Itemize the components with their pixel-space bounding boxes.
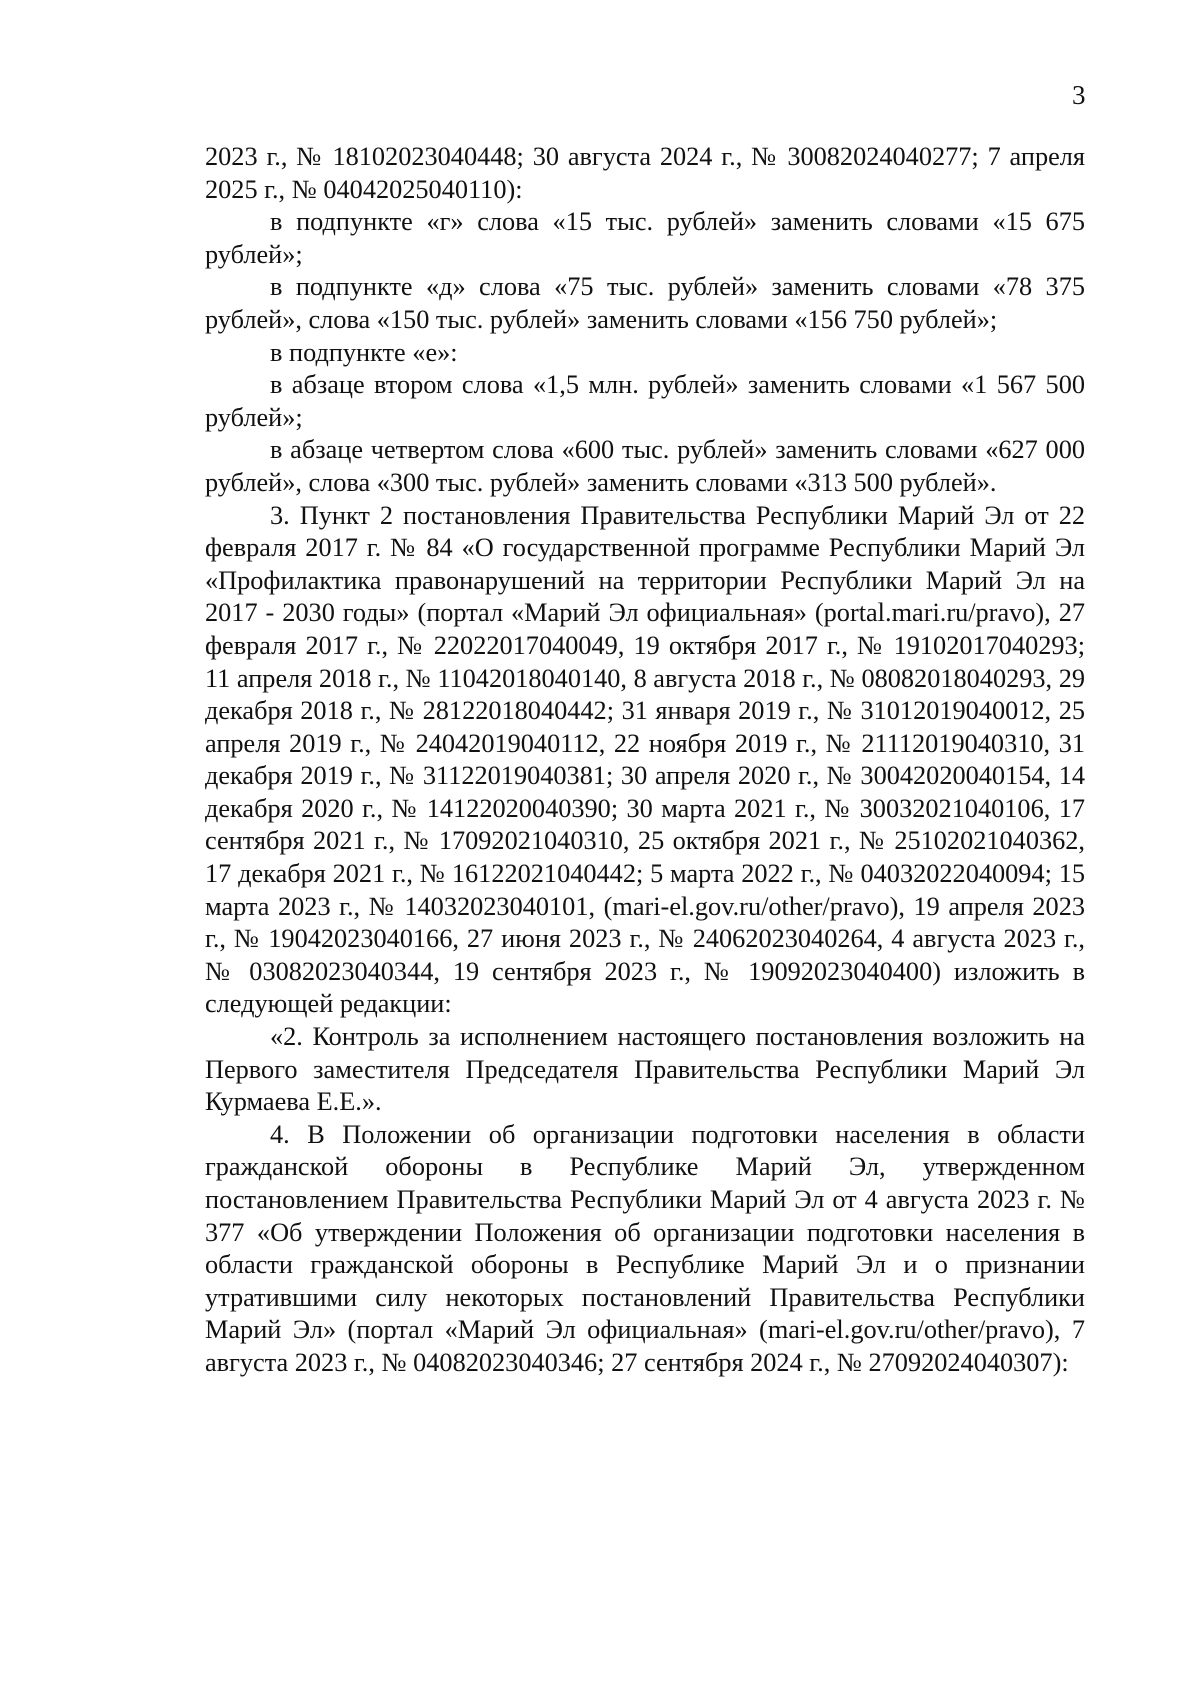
paragraph-second-abzac: в абзаце втором слова «1,5 млн. рублей» заменить словами «1 567 500 рублей»; (205, 370, 1085, 432)
paragraph-fourth-abzac: в абзаце четвертом слова «600 тыс. рублей» заменить словами «627 000 рублей», слова «300 тыс. рублей» заменить словами «313 500 рублей». (205, 435, 1085, 497)
paragraph-quoted-item-2: «2. Контроль за исполнением настоящего постановления возложить на Первого заместителя Председателя Правительства Республики Марий Эл Курмаева Е.Е.». (205, 1022, 1085, 1117)
paragraph-subitem-e: в подпункте «е»: (270, 337, 458, 367)
paragraph-subitem-g: в подпункте «г» слова «15 тыс. рублей» заменить словами «15 675 рублей»; (205, 207, 1085, 269)
paragraph-item-3: 3. Пункт 2 постановления Правительства Республики Марий Эл от 22 февраля 2017 г. № 84 «О государственной программе Республики Марий Эл «Профилактика правонарушений на территории Республики Марий Эл на 2017 - 2030 годы» (портал «Марий Эл официальная» (portal.mari.ru/pravo), 27 февраля 2017 г., № 22022017040049, 19 октября 2017 г., № 19102017040293; 11 апреля 2018 г., № 11042018040140, 8 августа 2018 г., № 08082018040293, 29 декабря 2018 г., № 28122018040442; 31 января 2019 г., № 31012019040012, 25 апреля 2019 г., № 24042019040112, 22 ноября 2019 г., № 21112019040310, 31 декабря 2019 г., № 31122019040381; 30 апреля 2020 г., № 30042020040154, 14 декабря 2020 г., № 14122020040390; 30 марта 2021 г., № 30032021040106, 17 сентября 2021 г., № 17092021040310, 25 октября 2021 г., № 25102021040362, 17 декабря 2021 г., № 16122021040442; 5 марта 2022 г., № 04032022040094; 15 марта 2023 г., № 14032023040101, (mari-el.gov.ru/other/pravo), 19 апреля 2023 г., № 19042023040166, 27 июня 2023 г., № 24062023040264, 4 августа 2023 г., № 03082023040344, 19 сентября 2023 г., № 19092023040400) изложить в следующей редакции: (205, 500, 1085, 1019)
paragraph-subitem-d: в подпункте «д» слова «75 тыс. рублей» заменить словами «78 375 рублей», слова «150 тыс. рублей» заменить словами «156 750 рублей»; (205, 272, 1085, 334)
paragraph-continuation: 2023 г., № 18102023040448; 30 августа 2024 г., № 30082024040277; 7 апреля 2025 г., № 04042025040110): (205, 142, 1085, 204)
document-body (205, 141, 1085, 1380)
paragraph-item-4: 4. В Положении об организации подготовки населения в области гражданской обороны в Республике Марий Эл, утвержденном постановлением Правительства Республики Марий Эл от 4 августа 2023 г. № 377 «Об утверждении Положения об организации подготовки населения в области гражданской обороны в Республике Марий Эл и о признании утратившими силу некоторых постановлений Правительства Республики Марий Эл» (портал «Марий Эл официальная» (mari-el.gov.ru/other/pravo), 7 августа 2023 г., № 04082023040346; 27 сентября 2024 г., № 27092024040307): (205, 1119, 1085, 1377)
page-number: 3 (1072, 80, 1086, 110)
